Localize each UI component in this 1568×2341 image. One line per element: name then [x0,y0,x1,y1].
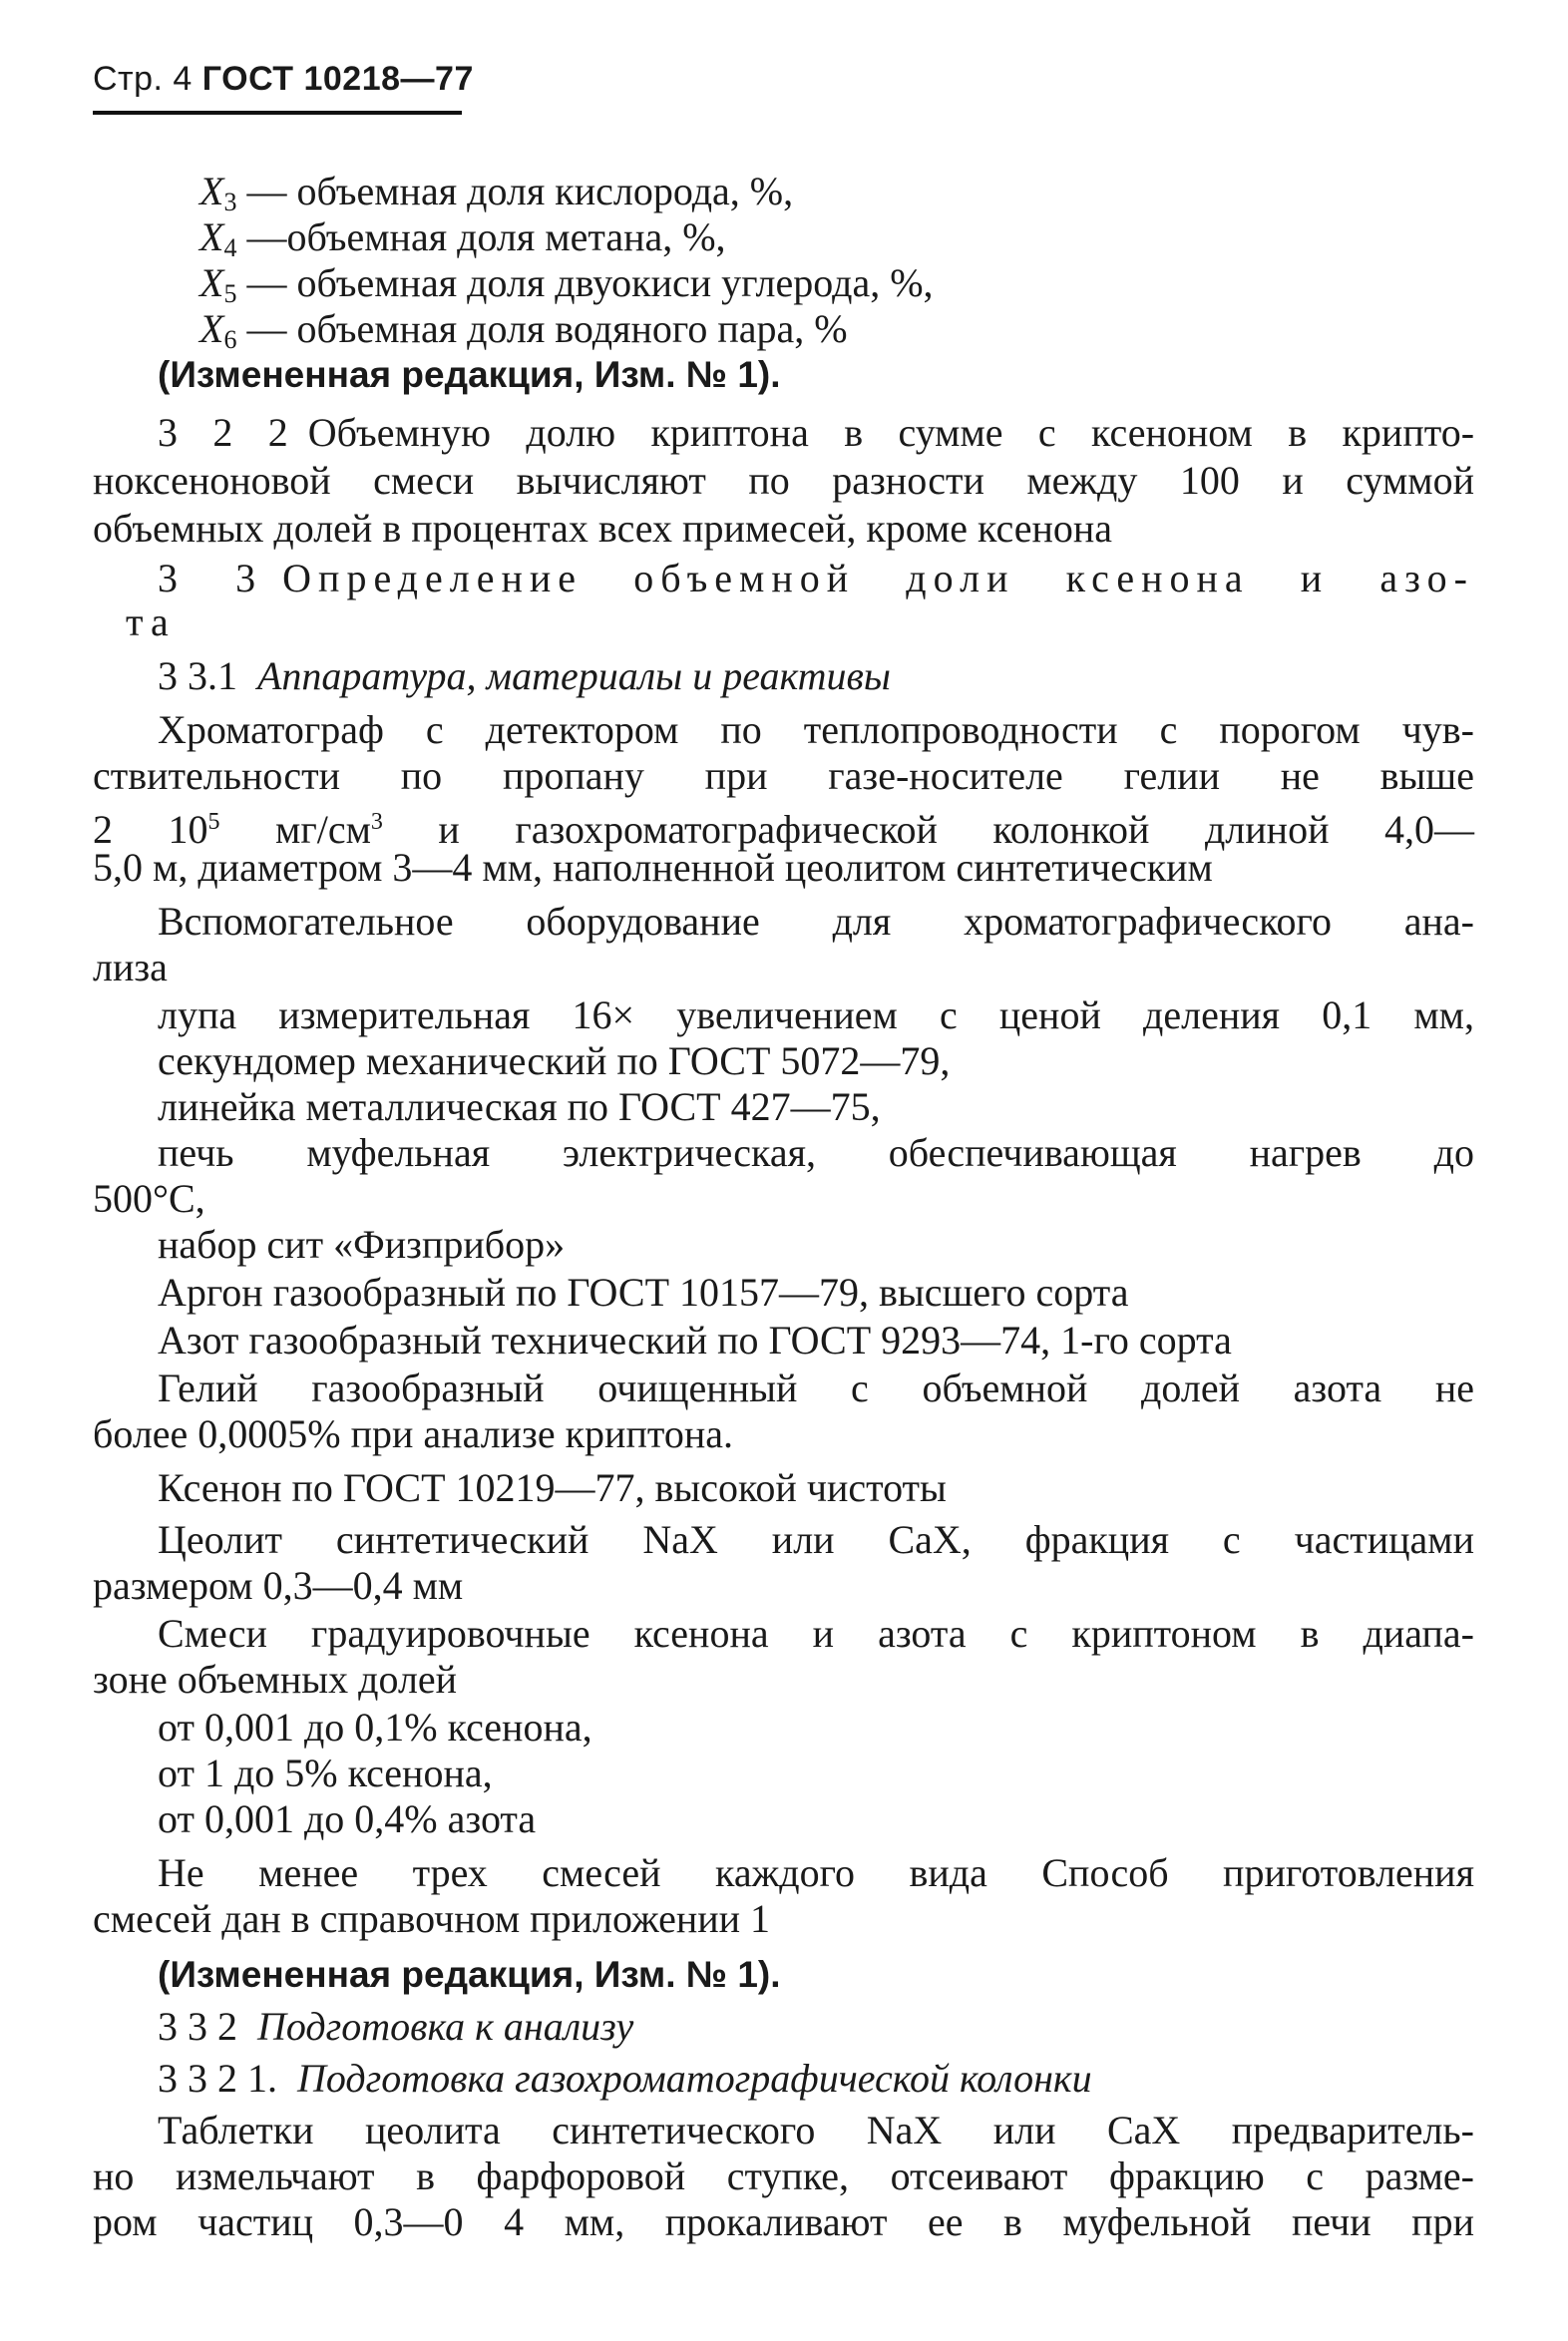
para-322-line3: объемных долей в процентах всех примесей, кроме ксенона [93,506,1113,551]
section-3321-heading: 3 3 2 1. Подготовка газохроматографической колонки [158,2056,1092,2101]
def-x6: $X_6$ — объемная доля водяного пара, % [199,306,848,354]
item-stopwatch: секундомер механический по ГОСТ 5072—79, [158,1038,951,1083]
aux-equipment-line1: Вспомогательное оборудование для хроматографического ана- [158,899,1474,944]
tablets-line2: но измельчают в фарфоровой ступке, отсеивают фракцию с разме- [93,2153,1474,2198]
para-322-line2: ноксеноновой смеси вычисляют по разности между 100 и суммой [93,458,1474,503]
material-argon: Аргон газообразный по ГОСТ 10157—79, высшего сорта [158,1270,1129,1315]
range-xenon-high: от 1 до 5% ксенона, [158,1751,493,1795]
tablets-line1: Таблетки цеолита синтетического NaX или CaX предваритель- [158,2108,1474,2152]
section-331-heading: 3 3.1 Аппаратура, материалы и реактивы [158,653,891,698]
material-xenon: Ксенон по ГОСТ 10219—77, высокой чистоты [158,1465,947,1510]
material-zeolite-line2: размером 0,3—0,4 мм [93,1563,464,1608]
section-33-line1: 3 3 Определение объемной доли ксенона и азо- [158,556,1474,600]
mix-count-line2: смесей дан в справочном приложении 1 [93,1896,771,1941]
chromatograph-line3: 2 $10^5$ $мг/см^3$ и газохроматографической колонкой длиной 4,0— [93,807,1474,852]
item-loupe: лупа измерительная 16× увеличением с ценой деления 0,1 мм, [158,992,1474,1037]
range-xenon-low: от 0,001 до 0,1% ксенона, [158,1705,592,1750]
amendment-note-2: (Измененная редакция, Изм. № 1). [158,1954,781,1995]
def-x5: $X_5$ — объемная доля двуокиси углерода, %, [199,260,934,308]
standard-number: ГОСТ 10218—77 [201,60,474,98]
material-helium-line1: Гелий газообразный очищенный с объемной долей азота не [158,1366,1474,1410]
def-x3: $X_3$ — объемная доля кислорода, %, [199,169,794,216]
header-rule [93,111,462,115]
section-33-line2: та [126,599,176,644]
para-322-line1: 3 2 2 Объемную долю криптона в сумме с ксеноном в крипто- [158,410,1475,455]
calibration-mixes-line1: Смеси градуировочные ксенона и азота с криптоном в диапа- [158,1611,1474,1656]
calibration-mixes-line2: зоне объемных долей [93,1657,458,1702]
def-x4: $X_4$ —объемная доля метана, %, [199,214,726,262]
item-furnace-cont: 500°С, [93,1176,205,1221]
mix-count-line1: Не менее трех смесей каждого вида Способ приготовления [158,1850,1474,1895]
material-nitrogen: Азот газообразный технический по ГОСТ 9293—74, 1-го сорта [158,1318,1232,1363]
section-332-heading: 3 3 2 Подготовка к анализу [158,2004,634,2049]
item-sieves: набор сит «Физприбор» [158,1222,566,1267]
page-label: Стр. 4 [93,60,193,98]
range-nitrogen: от 0,001 до 0,4% азота [158,1796,537,1841]
chromatograph-line2: ствительности по пропану при газе-носителе гелии не выше [93,753,1474,798]
material-zeolite-line1: Цеолит синтетический NaX или CaX, фракция с частицами [158,1517,1474,1562]
chromatograph-line4: 5,0 м, диаметром 3—4 мм, наполненной цеолитом синтетическим [93,845,1213,890]
item-ruler: линейка металлическая по ГОСТ 427—75, [158,1084,881,1129]
item-furnace: печь муфельная электрическая, обеспечивающая нагрев до [158,1130,1474,1175]
page-header [93,60,474,99]
material-helium-line2: более 0,0005% при анализе криптона. [93,1411,733,1456]
amendment-note-1: (Измененная редакция, Изм. № 1). [158,354,781,395]
tablets-line3: ром частиц 0,3—0 4 мм, прокаливают ее в муфельной печи при [93,2199,1474,2244]
chromatograph-line1: Хроматограф с детектором по теплопроводности с порогом чув- [158,707,1474,752]
aux-equipment-line2: лиза [93,945,168,989]
